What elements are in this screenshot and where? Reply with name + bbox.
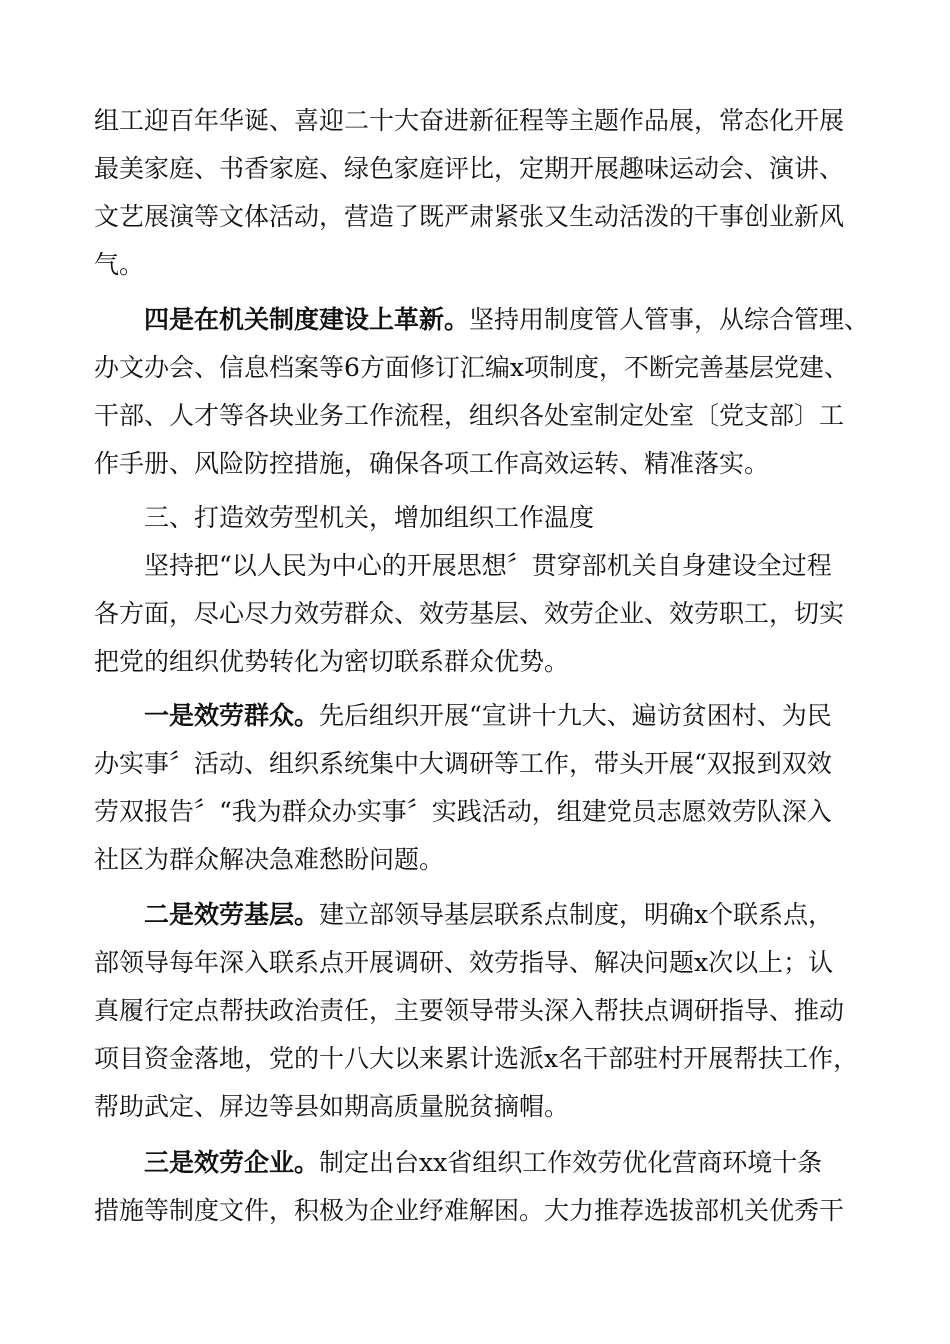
text-line: 措施等制度文件，积极为企业纾难解困。大力推荐选拔部机关优秀干 (94, 1196, 845, 1225)
text-line: 气。 (94, 250, 145, 279)
text-line: 干部、人才等各块业务工作流程，组织各处室制定处室〔党支部〕工 (94, 401, 845, 430)
text-line-body: 坚持用制度管人管事，从综合管理、 (469, 305, 870, 334)
text-line: 最美家庭、书香家庭、绿色家庭评比，定期开展趣味运动会、演讲、 (94, 154, 845, 183)
text-line: 把党的组织优势转化为密切联系群众优势。 (94, 647, 570, 676)
paragraph-cultural-activities (94, 97, 860, 289)
paragraph-serve-enterprises (94, 1139, 860, 1235)
paragraph-lead: 一是效劳群众。 (144, 701, 320, 730)
text-line: 文艺展演等文体活动，营造了既严肃紧张又生动活泼的干事创业新风 (94, 202, 845, 231)
text-line (94, 296, 870, 344)
text-line: 办文办会、信息档案等6方面修订汇编x项制度，不断完善基层党建、 (94, 353, 850, 382)
text-line: 项目资金落地，党的十八大以来累计选派x名干部驻村开展帮扶工作， (94, 1044, 859, 1073)
text-line: 各方面，尽心尽力效劳群众、效劳基层、效劳企业、效劳职工，切实 (94, 599, 845, 628)
text-line: 办实事〞活动、组织系统集中大调研等工作，带头开展“双报到双效 (94, 749, 832, 778)
text-line: 帮助武定、屏边等县如期高质量脱贫摘帽。 (94, 1092, 570, 1121)
text-line: 社区为群众解决急难愁盼问题。 (94, 845, 445, 874)
text-line (94, 1139, 860, 1187)
text-line: 组工迎百年华诞、喜迎二十大奋进新征程等主题作品展，常态化开展 (94, 106, 845, 135)
text-line: 真履行定点帮扶政治责任，主要领导带头深入帮扶点调研指导、推动 (94, 996, 845, 1025)
paragraph-serve-masses (94, 692, 860, 884)
paragraph-serve-grassroots (94, 891, 860, 1131)
section-heading-text: 三、打造效劳型机关，增加组织工作温度 (144, 503, 595, 532)
paragraph-lead: 四是在机关制度建设上革新。 (144, 305, 470, 334)
section-heading (94, 494, 860, 542)
text-line: 坚持把“以人民为中心的开展思想〞贯穿部机关自身建设全过程 (144, 551, 832, 580)
text-line: 部领导每年深入联系点开展调研、效劳指导、解决问题x次以上；认 (94, 948, 834, 977)
text-line-body: 制定出台xx省组织工作效劳优化营商环境十条 (319, 1148, 823, 1177)
text-line-body: 建立部领导基层联系点制度，明确x个联系点， (319, 900, 834, 929)
text-line (94, 692, 860, 740)
paragraph-lead: 二是效劳基层。 (144, 900, 320, 929)
text-line-body: 先后组织开展“宣讲十九大、遍访贫困村、为民 (319, 701, 832, 730)
text-line: 作手册、风险防控措施，确保各项工作高效运转、精准落实。 (94, 449, 770, 478)
paragraph-service-overview (94, 542, 860, 686)
paragraph-institution-building (94, 296, 870, 488)
text-line: 劳双报告〞“我为群众办实事〞实践活动，组建党员志愿效劳队深入 (94, 797, 832, 826)
text-line (94, 891, 860, 939)
paragraph-lead: 三是效劳企业。 (144, 1148, 320, 1177)
